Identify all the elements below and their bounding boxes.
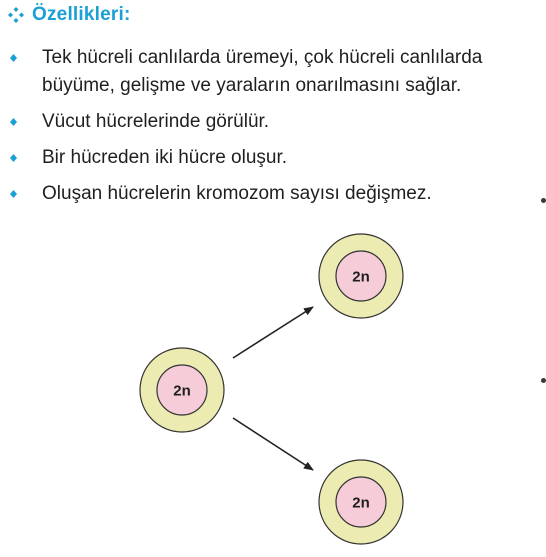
list-item [6,144,542,172]
list-item-text: Bir hücreden iki hücre oluşur. [42,147,288,168]
four-diamonds-icon [8,7,24,23]
arrow-down [233,418,313,470]
daughter-cell-top [319,234,403,318]
heading-title: Özellikleri: [32,4,131,25]
parent-cell [140,348,224,432]
diamond-bullet-icon [10,190,17,198]
list-item [6,180,542,208]
edge-dot-mark [541,198,546,203]
list-item-text: Oluşan hücrelerin kromozom sayısı değişmez. [42,183,432,204]
list-item-text: Vücut hücrelerinde görülür. [42,111,270,132]
daughter-cell-label: 2n [352,494,370,512]
list-item-text: Tek hücreli canlılarda üremeyi, çok hücreli canlılarda büyüme, gelişme ve yaraların onarılmasını sağlar. [42,47,483,96]
list-item [6,44,542,100]
diamond-bullet-icon [10,54,17,62]
diamond-bullet-icon [10,118,17,126]
edge-dot-mark [541,378,546,383]
daughter-cell-label: 2n [352,268,370,286]
diamond-bullet-icon [10,154,17,162]
arrow-up [233,307,313,358]
daughter-cell-bottom [319,460,403,544]
list-item [6,108,542,136]
parent-cell-label: 2n [173,382,191,400]
features-list [6,44,542,216]
section-heading [8,4,131,26]
mitosis-diagram [0,230,546,557]
